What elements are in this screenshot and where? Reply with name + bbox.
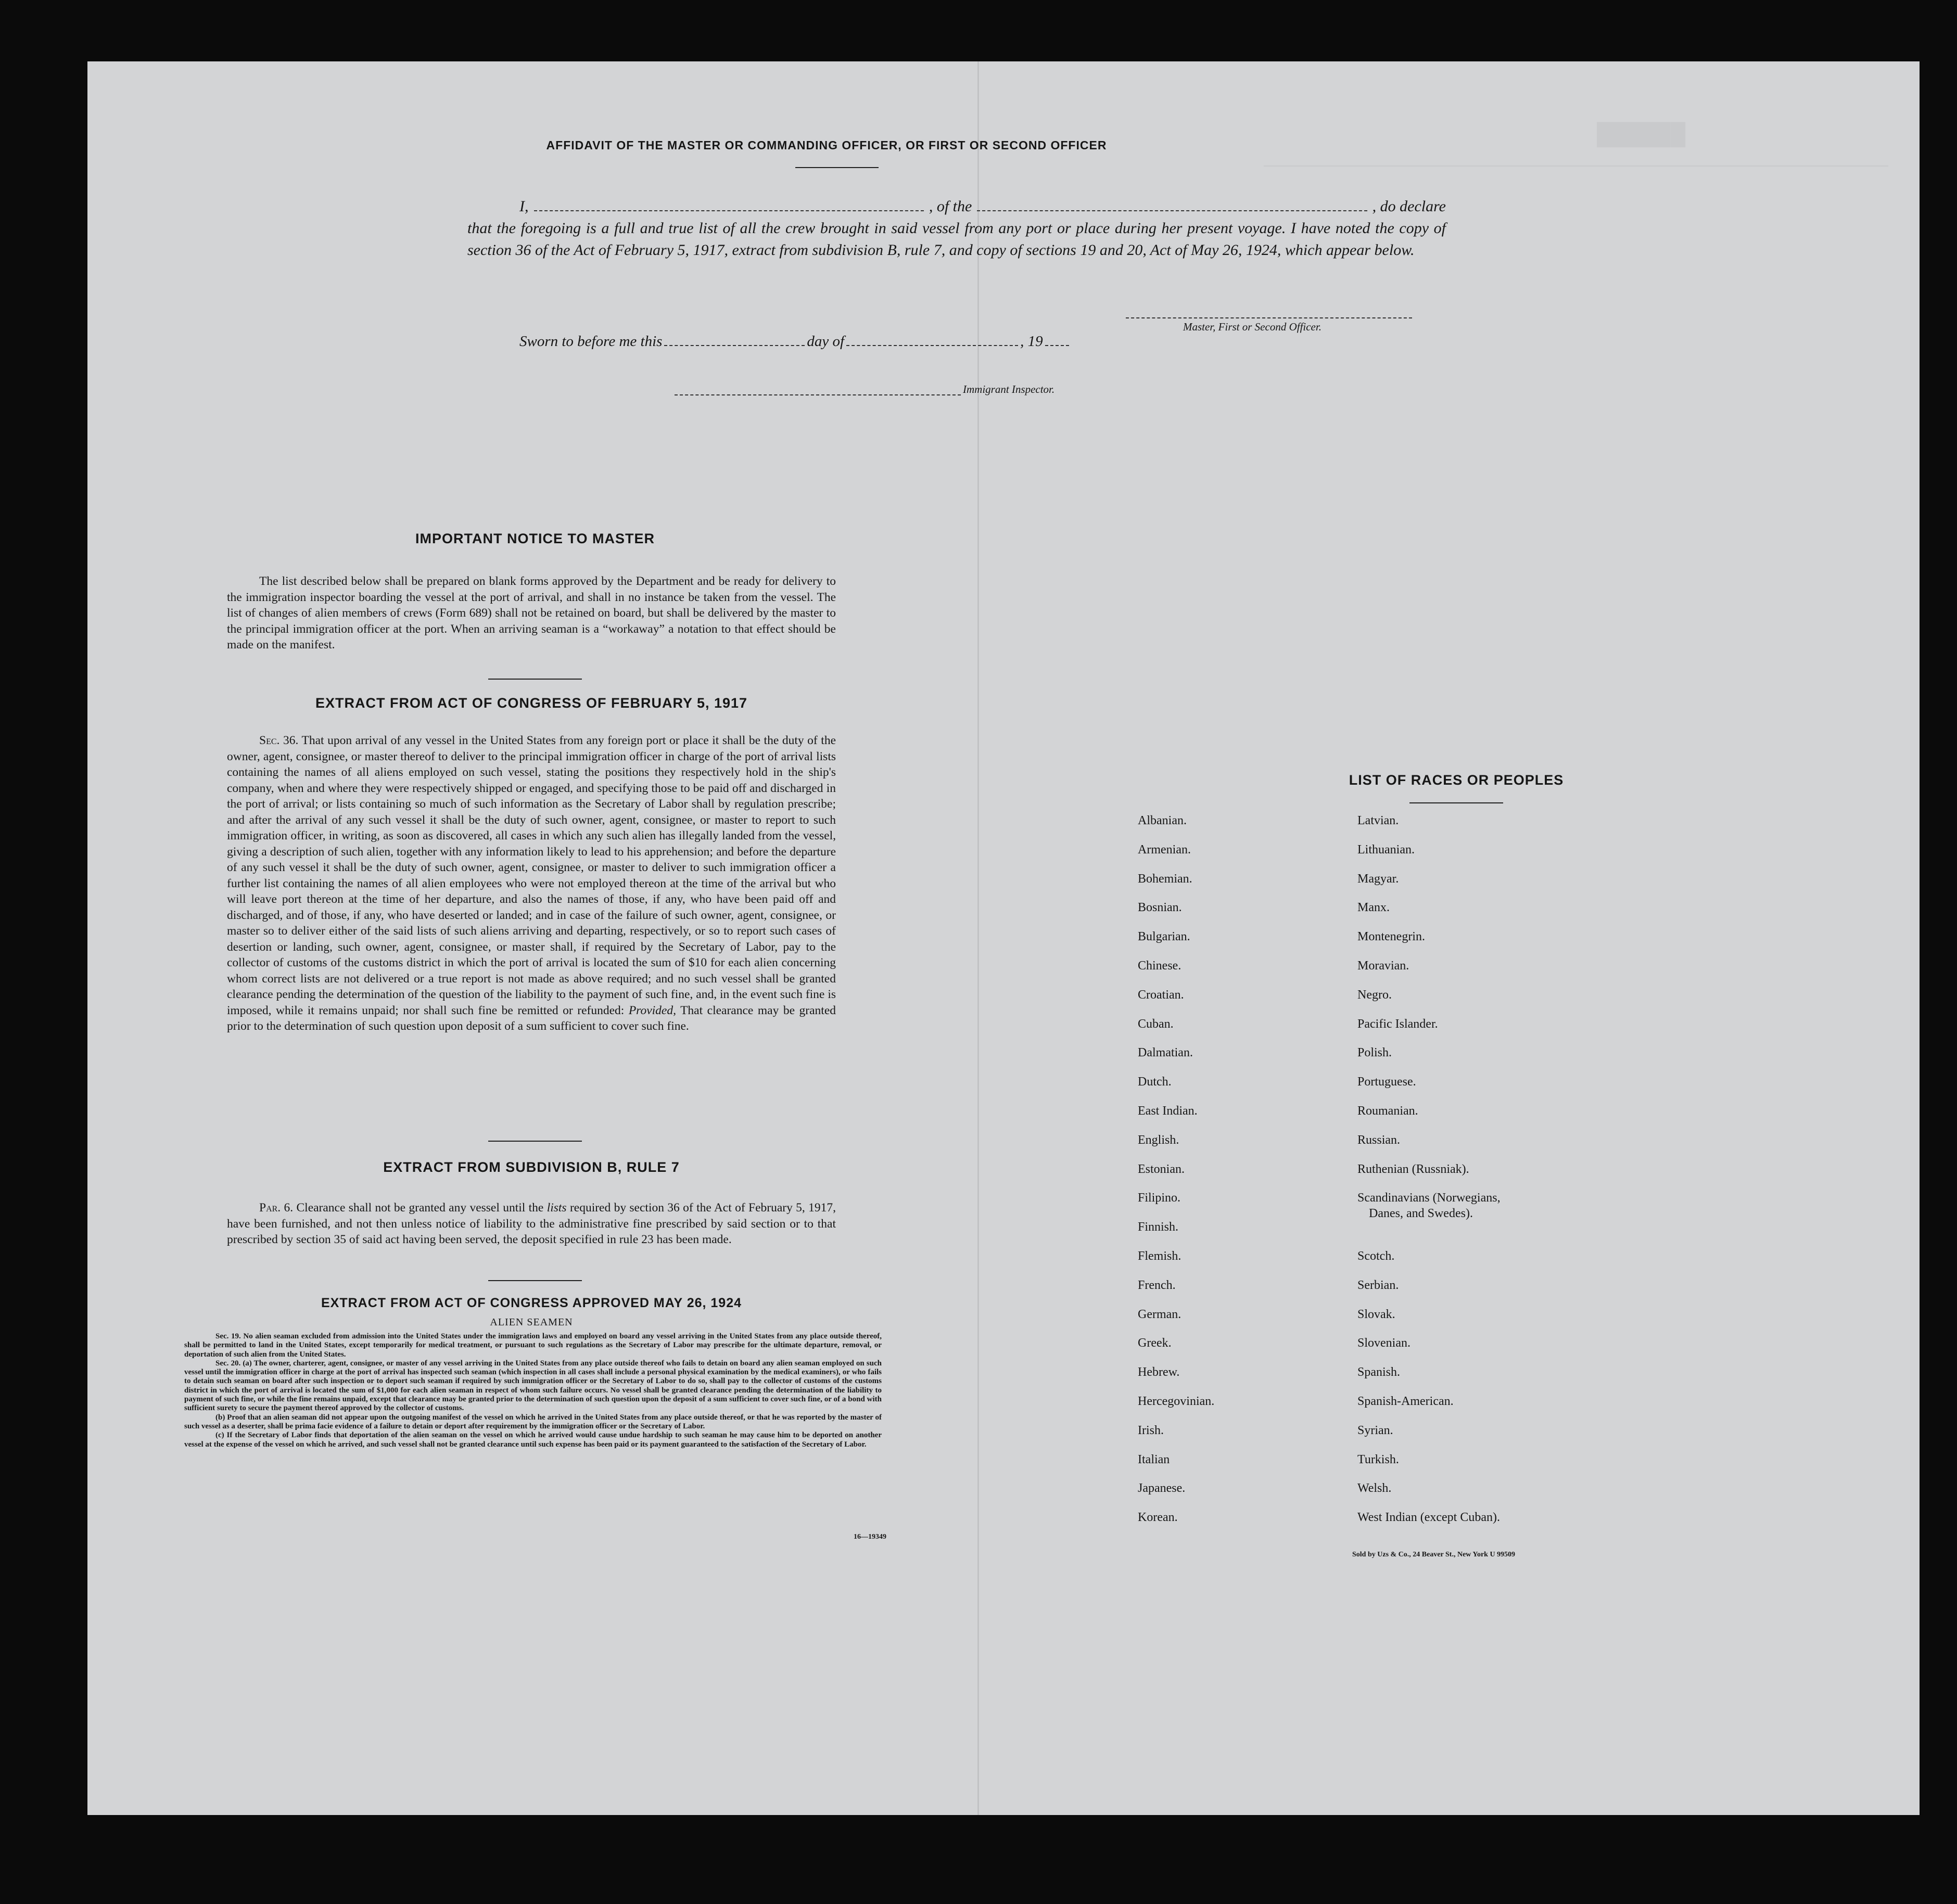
race-item: Spanish-American. <box>1357 1395 1454 1408</box>
race-item: Scandinavians (Norwegians, <box>1357 1191 1501 1205</box>
races-title-rule <box>1409 802 1503 803</box>
race-item: Portuguese. <box>1357 1075 1416 1089</box>
sworn-day: day of <box>807 333 845 350</box>
bleed-through-text <box>1264 165 1888 174</box>
race-item: Dalmatian. <box>1138 1046 1193 1060</box>
race-item: French. <box>1138 1278 1176 1292</box>
seller-imprint: Sold by Uzs & Co., 24 Beaver St., New York U 99509 <box>1352 1551 1516 1558</box>
rule7-text-a: Clearance shall not be granted any vessel until the <box>296 1201 544 1215</box>
race-item: Irish. <box>1138 1423 1164 1437</box>
extract-1917-title: EXTRACT FROM ACT OF CONGRESS OF FEBRUARY 5, 1917 <box>315 695 748 711</box>
par-6-label: Par. 6. <box>259 1201 294 1215</box>
race-item: Moravian. <box>1357 959 1409 973</box>
bleed-through-text: ██████ <box>1597 123 1686 146</box>
race-item: Scotch. <box>1357 1249 1395 1263</box>
race-item: Slovenian. <box>1357 1336 1410 1350</box>
form-number: 16—19349 <box>854 1533 886 1541</box>
race-item: Slovak. <box>1357 1307 1395 1321</box>
race-item: Filipino. <box>1138 1191 1181 1205</box>
race-item: Albanian. <box>1138 814 1187 827</box>
signature-label: Master, First or Second Officer. <box>1183 321 1321 333</box>
race-item-continuation: Danes, and Swedes). <box>1369 1207 1473 1221</box>
race-item: Flemish. <box>1138 1249 1181 1263</box>
race-item: Pacific Islander. <box>1357 1017 1438 1031</box>
sworn-year: , 19 <box>1020 333 1043 350</box>
race-item: Japanese. <box>1138 1481 1186 1496</box>
rule7-text-b: required by section 36 of the Act of February 5, 1917, have been furnished, and not then unless notice of liability to the administrative fine prescribed by said section or to that prescribed by section 35 of said act having been served, the deposit specified in rule 23 has been made. <box>227 1201 836 1246</box>
sworn-month-blank[interactable] <box>846 335 1018 346</box>
race-item: Chinese. <box>1138 959 1181 973</box>
section-divider <box>488 1280 582 1281</box>
name-blank[interactable] <box>534 199 924 211</box>
section-19-text: Sec. 19. No alien seaman excluded from admission into the United States under the immigration laws and employed on board any vessel arriving in the United States from any place outside thereof, shall be permitted to land in the United States, except temporarily for medical treatment, or pursuant to such regulations as the Secretary of Labor may prescribe for the ultimate departure, removal, or deportation of such alien from the United States. <box>184 1332 882 1359</box>
race-item: East Indian. <box>1138 1104 1198 1118</box>
document-sheet <box>87 61 1920 1815</box>
race-item: Bosnian. <box>1138 901 1182 915</box>
race-item: Cuban. <box>1138 1017 1174 1031</box>
race-item: Russian. <box>1357 1133 1401 1147</box>
extract-1924-title: EXTRACT FROM ACT OF CONGRESS APPROVED MAY 26, 1924 <box>321 1296 742 1310</box>
section-36-text: That upon arrival of any vessel in the United States from any foreign port or place it shall be the duty of the owner, agent, consignee, or master thereof to deliver to the principal immigration officer in charge of the port of arrival lists containing the names of all aliens employed on such vessel, stating the positions they respectively hold in the ship's company, when and where they were respectively shipped or engaged, and specifying those to be paid off and discharged in the port of arrival; or lists containing so much of such information as the Secretary of Labor shall by regulation prescribe; and after the arrival of any such vessel it shall be the duty of such owner, agent, consignee, or master to report to such immigration officer, in writing, as soon as discovered, all cases in which any such alien has illegally landed from the vessel, giving a description of such alien, together with any information likely to lead to his apprehension; and before the departure of any such vessel it shall be the duty of such owner, agent, consignee, or master to deliver to such immigration officer a further list containing the names of all alien employees who were not employed thereon at the time of the arrival but who will leave port thereon at the time of her departure, and also the names of those, if any, who have been paid off and discharged, and of those, if any, who have deserted or landed; and in case of the failure of such owner, agent, consignee, or master so to deliver either of the said lists of such aliens arriving and departing, respectively, or so to report such cases of desertion or landing, such owner, agent, consignee, or master shall, if required by the Secretary of Labor, pay to the collector of customs of the customs district in which the port of arrival is located the sum of $10 for each alien concerning whom correct lists are not delivered or a true report is not made as above required; and no such vessel shall be granted clearance pending the determination of the question of the liability to the payment of such fine, and, in the event such fine is imposed, while it remains unpaid; nor shall such fine be remitted or refunded: <box>227 734 836 1017</box>
race-item: Finnish. <box>1138 1220 1179 1234</box>
race-item: Latvian. <box>1357 814 1399 827</box>
sworn-line <box>519 333 1071 350</box>
race-item: Bulgarian. <box>1138 930 1190 944</box>
affidavit-line-mid: , of the <box>929 198 972 215</box>
sworn-year-blank[interactable] <box>1045 335 1069 346</box>
inspector-line[interactable] <box>675 394 961 395</box>
race-item: Hebrew. <box>1138 1365 1180 1379</box>
race-item: Estonian. <box>1138 1162 1185 1176</box>
extract-1924-body <box>184 1332 882 1449</box>
race-item: Roumanian. <box>1357 1104 1418 1118</box>
race-item: Ruthenian (Russniak). <box>1357 1162 1469 1176</box>
race-item: English. <box>1138 1133 1179 1147</box>
race-item: Croatian. <box>1138 988 1184 1002</box>
race-item: Negro. <box>1357 988 1392 1002</box>
affidavit-line-end: , do declare <box>1372 198 1446 215</box>
race-item: Italian <box>1138 1452 1170 1466</box>
race-item: Spanish. <box>1357 1365 1401 1379</box>
race-item: Polish. <box>1357 1046 1392 1060</box>
race-item: Armenian. <box>1138 842 1191 857</box>
section-36-label: Sec. 36. <box>259 734 299 747</box>
notice-body: The list described below shall be prepared on blank forms approved by the Department and be ready for delivery to the immigration inspector boarding the vessel at the port of arrival, and shall in no instance be taken from the vessel. The list of changes of alien members of crews (Form 689) shall not be retained on board, but shall be delivered by the master to the principal immigration officer at the port. When an arriving seaman is a “workaway” a notation to that effect should be made on the manifest. <box>227 574 836 651</box>
race-item: German. <box>1138 1307 1181 1321</box>
section-divider <box>488 679 582 680</box>
sworn-date-blank[interactable] <box>664 335 805 346</box>
race-item: Syrian. <box>1357 1423 1393 1437</box>
notice-title: IMPORTANT NOTICE TO MASTER <box>415 531 655 546</box>
race-item: Manx. <box>1357 901 1390 915</box>
fold-crease <box>977 61 979 1815</box>
affidavit-line-start: I, <box>519 198 529 215</box>
section-20a-text: Sec. 20. (a) The owner, charterer, agent, consignee, or master of any vessel arriving in the United States from any place outside thereof who fails to detain on board any alien seaman employed on such vessel until the immigration officer in charge at the port of arrival has inspected such seaman (which inspection in all cases shall include a personal physical examination by the medical examiners), or who fails to detain such seaman on board after such inspection or to deport such seaman if required by such immigration officer or the Secretary of Labor to do so, shall pay to the collector of customs of the customs district in which the port of arrival is located the sum of $1,000 for each alien seaman in respect of whom such failure occurs. No vessel shall be granted clearance pending the determination of the liability to payment of such fine, or while the fine remains unpaid, except that clearance may be granted prior to the determination of such question upon the deposit of a sum sufficient to cover such fine, or of a bond with sufficient surety to secure the payment thereof approved by the collector of customs. <box>184 1359 882 1413</box>
rule7-body <box>227 1200 836 1248</box>
inspector-label: Immigrant Inspector. <box>963 383 1055 395</box>
signature-line[interactable] <box>1126 317 1412 318</box>
race-item: Greek. <box>1138 1336 1172 1350</box>
race-item: Montenegrin. <box>1357 930 1425 944</box>
rule7-title: EXTRACT FROM SUBDIVISION B, RULE 7 <box>383 1159 680 1175</box>
race-item: Magyar. <box>1357 872 1399 886</box>
affidavit-statement: that the foregoing is a full and true list of all the crew brought in said vessel from any port or place during her present voyage. I have noted the copy of section 36 of the Act of February 5, 1917, extract from subdivision B, rule 7, and copy of sections 19 and 20, Act of May 26, 1924, which appear below. <box>467 220 1446 259</box>
section-20b-text: (b) Proof that an alien seaman did not appear upon the outgoing manifest of the vessel on which he arrived in the United States from any place outside thereof, or that he was reported by the master of such vessel as a deserter, shall be prima facie evidence of a failure to detain or deport after requirement by the immigration officer or the Secretary of Labor. <box>184 1413 882 1430</box>
race-item: Serbian. <box>1357 1278 1399 1292</box>
section-divider <box>488 1141 582 1142</box>
section-36-text-end: That clearance may be granted prior to the determination of such question upon deposit of a sum sufficient to cover such fine. <box>227 1003 836 1033</box>
race-item: Welsh. <box>1357 1481 1392 1496</box>
extract-1917-body <box>227 733 836 1034</box>
sworn-prefix: Sworn to before me this <box>519 333 663 350</box>
races-list <box>1138 814 1736 1610</box>
race-item: Dutch. <box>1138 1075 1172 1089</box>
affidavit-body <box>467 196 1446 261</box>
section-20c-text: (c) If the Secretary of Labor finds that deportation of the alien seaman on the vessel on which he arrived would cause undue hardship to such seaman he may cause him to be deported on another vessel at the expense of the vessel on which he arrived, and such vessel shall not be granted clearance until such expense has been paid or its payment guaranteed to the satisfaction of the Secretary of Labor. <box>184 1431 882 1449</box>
race-item: Turkish. <box>1357 1452 1399 1466</box>
races-title: LIST OF RACES OR PEOPLES <box>1349 772 1564 788</box>
race-item: Hercegovinian. <box>1138 1395 1215 1408</box>
affidavit-title: AFFIDAVIT OF THE MASTER OR COMMANDING OFFICER, OR FIRST OR SECOND OFFICER <box>546 138 1107 152</box>
provided-word: Provided, <box>628 1003 676 1017</box>
race-item: Korean. <box>1138 1511 1178 1525</box>
lists-word: lists <box>547 1201 567 1215</box>
vessel-blank[interactable] <box>977 199 1367 211</box>
alien-seamen-subtitle: ALIEN SEAMEN <box>490 1317 573 1328</box>
affidavit-title-rule <box>795 167 879 168</box>
affidavit-declaration-line <box>467 196 1446 218</box>
race-item: Lithuanian. <box>1357 842 1415 857</box>
race-item: West Indian (except Cuban). <box>1357 1511 1500 1525</box>
race-item: Bohemian. <box>1138 872 1192 886</box>
